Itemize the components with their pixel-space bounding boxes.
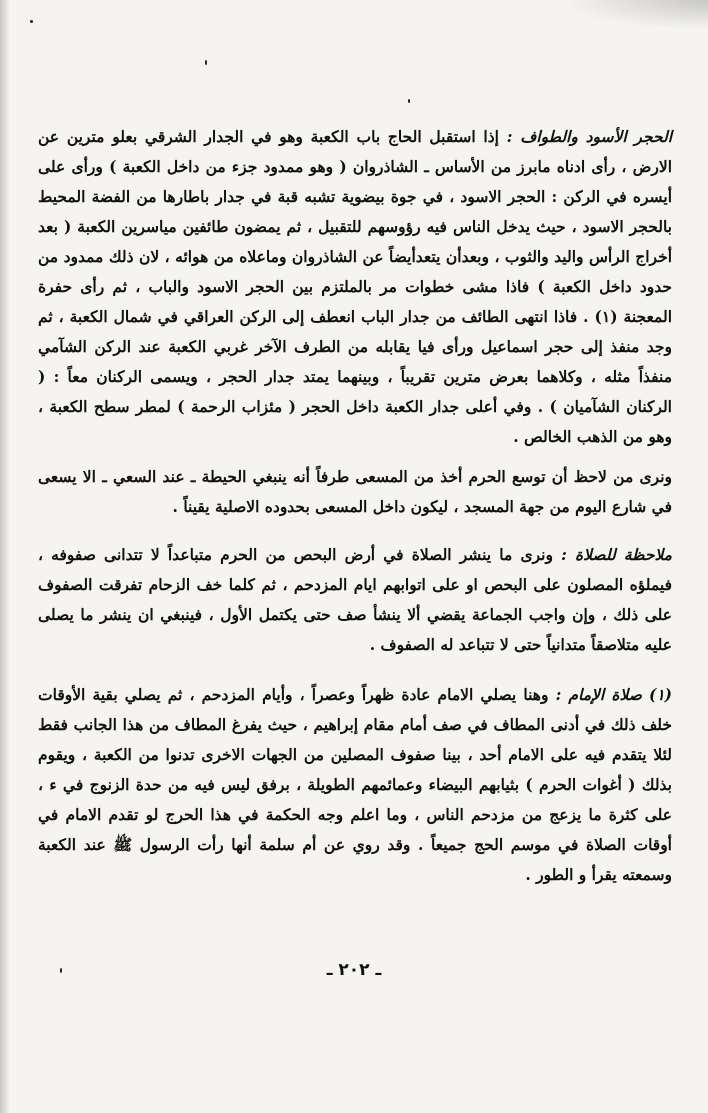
- scan-shadow-left: [0, 0, 10, 1113]
- scan-speck: [408, 99, 410, 103]
- paragraph-black-stone: [38, 122, 672, 452]
- paragraph-heading: ملاحظة للصلاة :: [561, 545, 672, 564]
- paragraph-prayer-note: [38, 540, 672, 660]
- paragraph-text: ونرى ما ينشر الصلاة في أرض البحص من الحرم متباعداً لا تتدانى صفوفه ، فيملؤه المصلون على البحص او على اتوابهم ايام المزدحم ، ثم كلما خف الزحام تفرقت الصفوف على ذلك ، وإن واجب الجماعة يقضي ألا ينشأ صف حتى يكتمل الأول ، فينبغي ان ينشر ما يصلى عليه متلاصقاً متدانياً حتى لا تتباعد له الصفوف .: [38, 545, 672, 654]
- paragraph-heading: الحجر الأسود والطواف :: [506, 127, 673, 146]
- paragraph-heading: (١) صلاة الإمام :: [555, 685, 673, 704]
- paragraph-text: وهنا يصلي الامام عادة ظهراً وعصراً ، وأيام المزدحم ، ثم يصلي بقية الأوقات خلف ذلك في أدنى المطاف في صف أمام مقام إبراهيم ، حيث يفرغ المطاف من هذا الجانب فقط لئلا يتقدم فيه على الامام أحد ، بينا صفوف المصلين من الجهات الاخرى تدنوا من الكعبة ، ويقوم بذلك ( أغوات الحرم ) بثيابهم البيضاء وعمائمهم الطويلة ، برفق ليس فيه من حدة الزنوج في ء ، على كثرة ما يزعج من مزدحم الناس ، وما اعلم وجه الحكمة في هذا الحرج لو تقدم الامام في أوقات الصلاة في موسم الحج جميعاً . وقد روي عن أم سلمة أنها رأت الرسول ﷺ عند الكعبة وسمعته يقرأ و الطور .: [38, 685, 672, 884]
- document-body: [38, 122, 672, 890]
- scan-speck: [30, 20, 33, 23]
- paragraph-masaa: [38, 462, 672, 522]
- scan-shadow-top: [560, 0, 708, 30]
- paragraph-text: ونرى من لاحظ أن توسع الحرم أخذ من المسعى طرفاً أنه ينبغي الحيطة ـ عند السعي ـ الا يسعى في شارع اليوم من جهة المسجد ، ليكون داخل المسعى بحدوده الاصلية يقيناً .: [38, 467, 672, 516]
- page-number: ـ ٢٠٢ ـ: [326, 960, 382, 980]
- paragraph-text: إذا استقبل الحاج باب الكعبة وهو في الجدار الشرقي بعلو مترين عن الارض ، رأى ادناه مابرز من الأساس ـ الشاذروان ( وهو ممدود جزء من داخل الكعبة ) ورأى على أيسره في الركن : الحجر الاسود ، في جوة بيضوية تشبه قبة في جدار باطارها من الفضة المحيط بالحجر الاسود ، حيث يدخل الناس فيه رؤوسهم للتقبيل ، ثم يمضون طائفين مياسرين الكعبة ( بعد أخراج الرأس واليد والثوب ، وبعدأن يتعدأيضاً عن الشاذروان وماعلاه من هوائه ، لان ذلك ممدود من حدود داخل الكعبة ) فاذا مشى خطوات مر بالملتزم بين الحجر الاسود والباب ، ثم رأى حفرة المعجنة (١) . فاذا انتهى الطائف من جدار الباب انعطف إلى الركن العراقي في شمال الكعبة ، ثم وجد منفذ إلى حجر اسماعيل ورأى فيا يقابله من الطرف الآخر غربي الكعبة عند الركن الشآمي منفذاً مثله ، وكلاهما بعرض مترين تقريباً ، وبينهما يمتد جدار الحجر ، ويسمى الركنان معاً : ( الركنان الشآميان ) . وفي أعلى جدار الكعبة داخل الحجر ( مئزاب الرحمة ) لمطر سطح الكعبة ، وهو من الذهب الخالص .: [38, 127, 672, 446]
- scan-speck: [205, 60, 207, 65]
- footnote-imam-prayer: [38, 680, 672, 890]
